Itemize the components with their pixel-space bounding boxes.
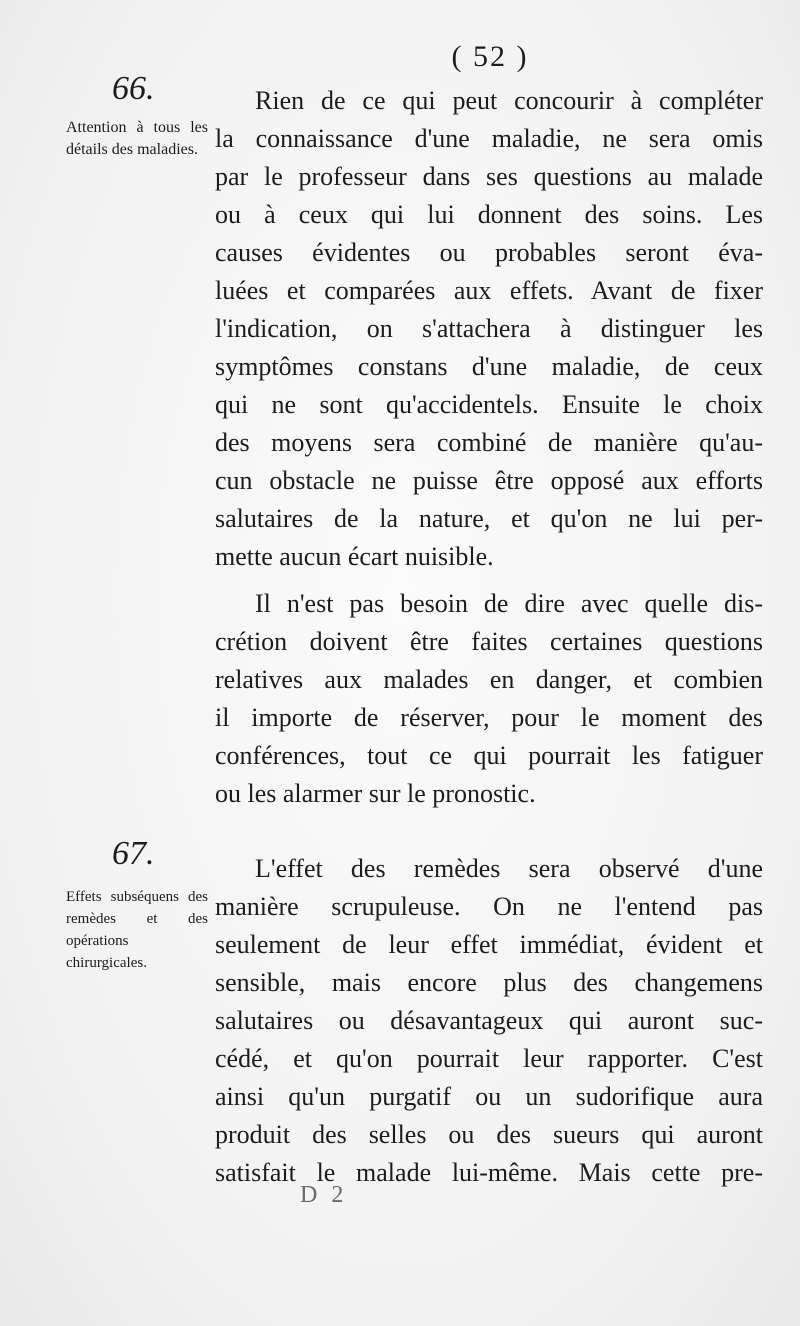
text-line: la connaissance d'une maladie, ne sera omis: [215, 124, 763, 153]
text-line: symptômes constans d'une maladie, de ceux: [215, 352, 763, 381]
text-line: manière scrupuleuse. On ne l'entend pas: [215, 892, 763, 921]
text-line: L'effet des remèdes sera observé d'une: [255, 854, 763, 883]
text-line: causes évidentes ou probables seront éva-: [215, 238, 763, 267]
text-line: satisfait le malade lui-même. Mais cette pre-: [215, 1158, 763, 1187]
text-line: seulement de leur effet immédiat, évident et: [215, 930, 763, 959]
catchword-signature: D 2: [300, 1182, 348, 1208]
text-line: ou à ceux qui lui donnent des soins. Les: [215, 200, 763, 229]
section-number-67: 67.: [112, 835, 155, 872]
text-line: sensible, mais encore plus des changemens: [215, 968, 763, 997]
section-67-paragraph: [215, 850, 763, 1192]
text-line: luées et comparées aux effets. Avant de fixer: [215, 276, 763, 305]
text-line: cun obstacle ne puisse être opposé aux efforts: [215, 466, 763, 495]
section-number-66: 66.: [112, 70, 155, 107]
text-line: conférences, tout ce qui pourrait les fatiguer: [215, 741, 763, 770]
margin-note-67: Effets subséquens des remèdes et des opérations chirurgicales.: [66, 889, 208, 971]
text-line: Il n'est pas besoin de dire avec quelle dis-: [255, 589, 763, 618]
section-66-paragraph-2: [215, 585, 763, 813]
text-line: l'indication, on s'attachera à distinguer les: [215, 314, 763, 343]
text-line: crétion doivent être faites certaines questions: [215, 627, 763, 656]
text-line: salutaires de la nature, et qu'on ne lui per-: [215, 504, 763, 533]
section-66-paragraph-1: [215, 82, 763, 576]
text-line: qui ne sont qu'accidentels. Ensuite le choix: [215, 390, 763, 419]
page-number: ( 52 ): [451, 40, 529, 73]
text-line: il importe de réserver, pour le moment des: [215, 703, 763, 732]
text-line: par le professeur dans ses questions au malade: [215, 162, 763, 191]
text-line: ou les alarmer sur le pronostic.: [215, 779, 536, 808]
text-line: ainsi qu'un purgatif ou un sudorifique aura: [215, 1082, 763, 1111]
text-line: relatives aux malades en danger, et combien: [215, 665, 763, 694]
text-line: cédé, et qu'on pourrait leur rapporter. C'est: [215, 1044, 763, 1073]
text-line: des moyens sera combiné de manière qu'au-: [215, 428, 763, 457]
text-line: mette aucun écart nuisible.: [215, 542, 494, 571]
text-line: Rien de ce qui peut concourir à compléter: [255, 86, 763, 115]
text-line: salutaires ou désavantageux qui auront suc-: [215, 1006, 763, 1035]
text-line: produit des selles ou des sueurs qui auront: [215, 1120, 763, 1149]
margin-note-66: Attention à tous les détails des maladies.: [66, 119, 208, 158]
